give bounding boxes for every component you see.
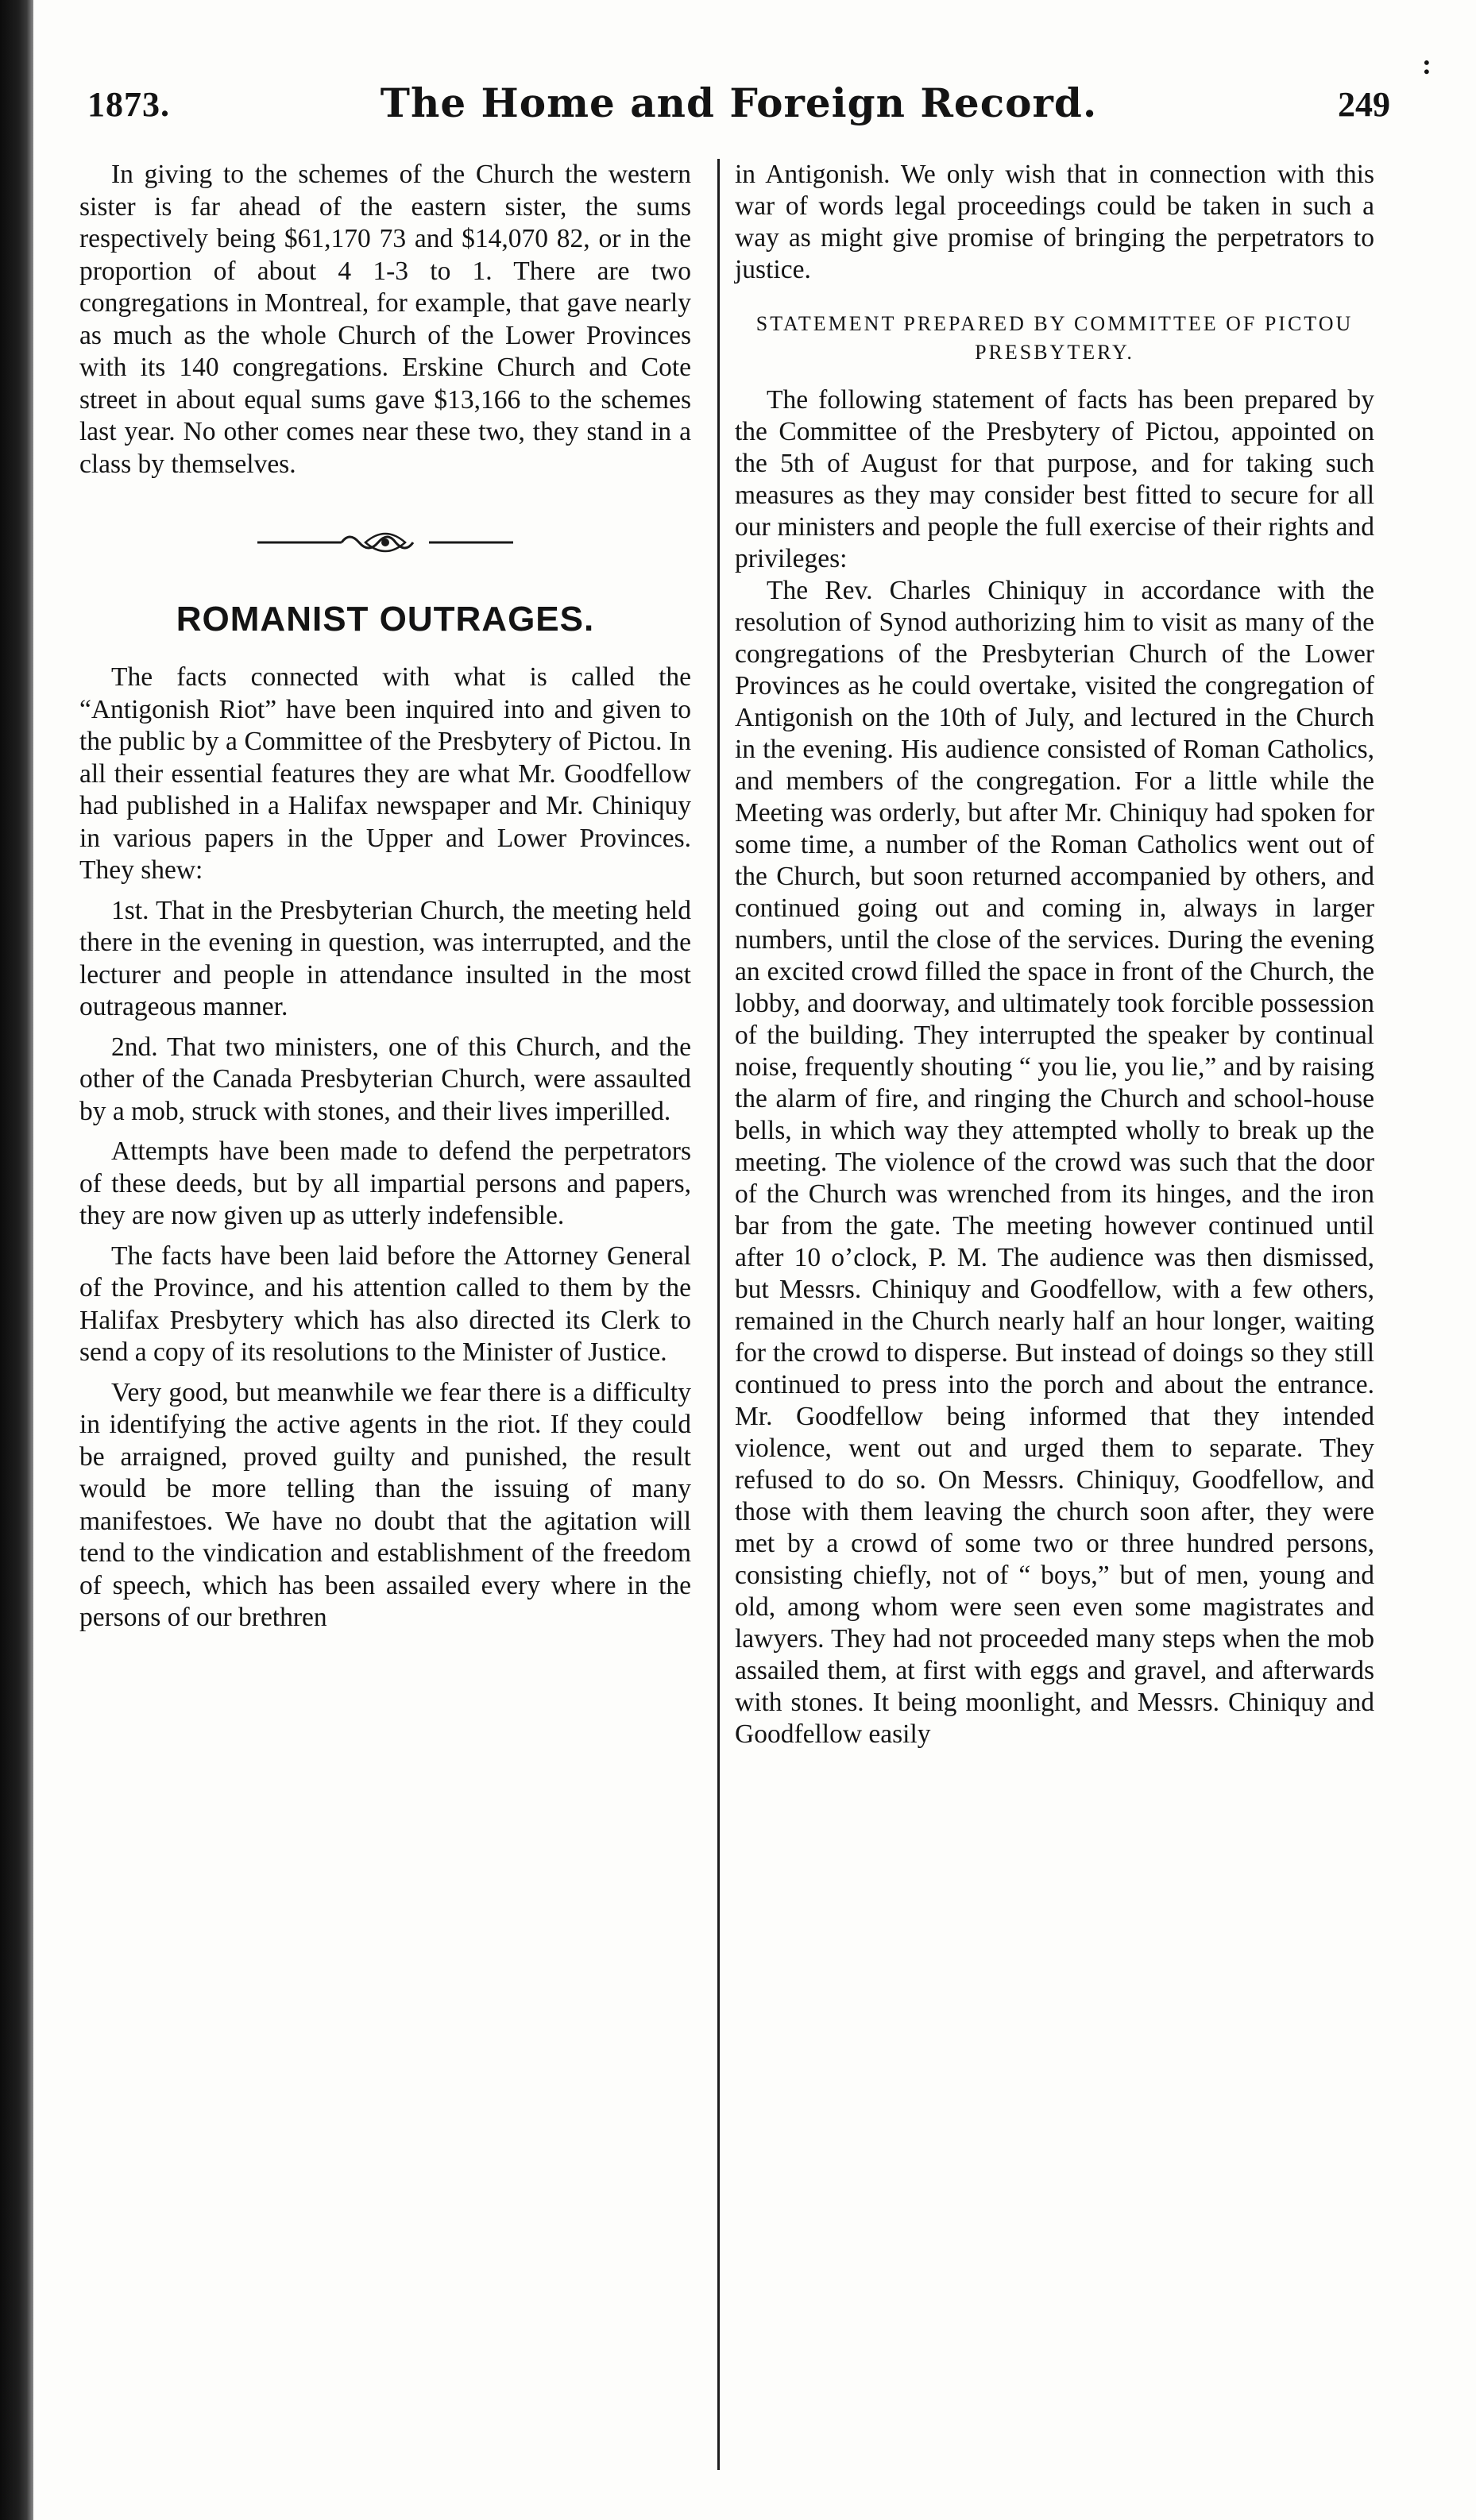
article-paragraph: 2nd. That two ministers, one of this Church, and the other of the Canada Presbyterian Church, were assaulted by a mob, struck with stones, and their lives imperilled.	[79, 1032, 691, 1126]
statement-paragraph: The Rev. Charles Chiniquy in accordance with the resolution of Synod authorizing him to visit as many of the congregations of the Presbyterian Church of the Lower Provinces as he could overtake, visited the congregation of Antigonish on the 10th of July, and lectured in the Church in the evening. His audience consisted of Roman Catholics, and members of the congregation. For a little while the Meeting was orderly, but after Mr. Chiniquy had spoken for some time, a number of the Roman Catholics went out of the Church, but soon returned accompanied by others, and continued going out and coming in, always in larger numbers, until the close of the services. During the evening an excited crowd filled the space in front of the Church, the lobby, and doorway, and ultimately took forcible possession of the building. They interrupted the speaker by continual noise, frequently shouting “ you lie, you lie,” and by raising the alarm of fire, and ringing the Church and school-house bells, in which way they attempted wholly to break up the meeting. The violence of the crowd was such that the door of the Church was wrenched from its hinges, and the iron bar from the gate. The meeting however continued until after 10 o’clock, P. M. The audience was then dismissed, but Messrs. Chiniquy and Goodfellow, with a few others, remained in the Church nearly half an hour longer, waiting for the crowd to disperse. But instead of doings so they still continued to press into the porch and about the entrance. Mr. Goodfellow being informed that they intended violence, went out and urged them to separate. They refused to do so. On Messrs. Chiniquy, Goodfellow, and those with them leaving the church soon after, they were met by a crowd of some two or three hundred persons, consisting chiefly, not of “ boys,” but of men, young and old, among whom were seen even some magistrates and lawyers. They had not proceeded many steps when the mob assailed them, at first with eggs and gravel, and afterwards with stones. It being moonlight, and Messrs. Chiniquy and Goodfellow easily	[735, 576, 1374, 1749]
article-heading: ROMANIST OUTRAGES.	[176, 600, 595, 639]
article-paragraph: 1st. That in the Presbyterian Church, the meeting held there in the evening in question, was interrupted, and the lecturer and people in attendance insulted in the most outrageous manner.	[79, 895, 691, 1021]
statement-paragraph: The following statement of facts has been prepared by the Committee of the Presbytery of Pictou, appointed on the 5th of August for that purpose, and for taking such measures as they may consider best fitted to secure for all our ministers and people the full exercise of their rights and privileges:	[735, 385, 1374, 573]
header-year: 1873.	[87, 85, 170, 124]
article-paragraph: The facts have been laid before the Attorney General of the Province, and his attention called to them by the Halifax Presbytery which has also directed its Clerk to send a copy of its resolutions to the Minister of Justice.	[79, 1241, 691, 1367]
article-paragraph: The facts connected with what is called the “Antigonish Riot” have been inquired into and given to the public by a Committee of the Presbytery of Pictou. In all their essential features they are what Mr. Goodfellow had published in a Halifax newspaper and Mr. Chiniquy in various papers in the Upper and Lower Provinces. They shew:	[79, 662, 691, 885]
header-title: The Home and Foreign Record.	[380, 79, 1098, 126]
book-spine-shadow	[0, 0, 33, 2520]
lead-paragraph: In giving to the schemes of the Church the western sister is far ahead of the eastern sister, the sums respectively being $61,170 73 and $14,070 82, or in the proportion of about 4 1-3 to 1. There are two congregations in Montreal, for example, that gave nearly as much as the whole Church of the Lower Provinces with its 140 congregations. Erskine Church and Cote street in about equal sums gave $13,166 to the schemes last year. No other comes near these two, they stand in a class by themselves.	[79, 160, 691, 479]
ornament-divider	[254, 527, 516, 558]
left-column	[79, 159, 691, 1634]
statement-heading: STATEMENT PREPARED BY COMMITTEE OF PICTOU PRESBYTERY.	[755, 312, 1354, 364]
article-paragraph: Very good, but meanwhile we fear there is a difficulty in identifying the active agents in the riot. If they could be arraigned, proved guilty and punished, the result would be more telling than the issuing of many manifestoes. We have no doubt that the agitation will tend to the vindication and establishment of the freedom of speech, which has been assailed every where in the persons of our brethren	[79, 1377, 691, 1632]
continuation-paragraph: in Antigonish. We only wish that in connection with this war of words legal proceedings could be taken in such a way as might give promise of bringing the perpetrators to justice.	[735, 160, 1374, 284]
right-column	[735, 159, 1374, 1750]
margin-mark: :	[1422, 48, 1432, 80]
running-header	[87, 79, 1390, 143]
column-divider	[717, 159, 720, 2470]
page-number: 249	[1338, 85, 1390, 124]
article-paragraph: Attempts have been made to defend the perpetrators of these deeds, but by all impartial persons and papers, they are now given up as utterly indefensible.	[79, 1137, 691, 1230]
